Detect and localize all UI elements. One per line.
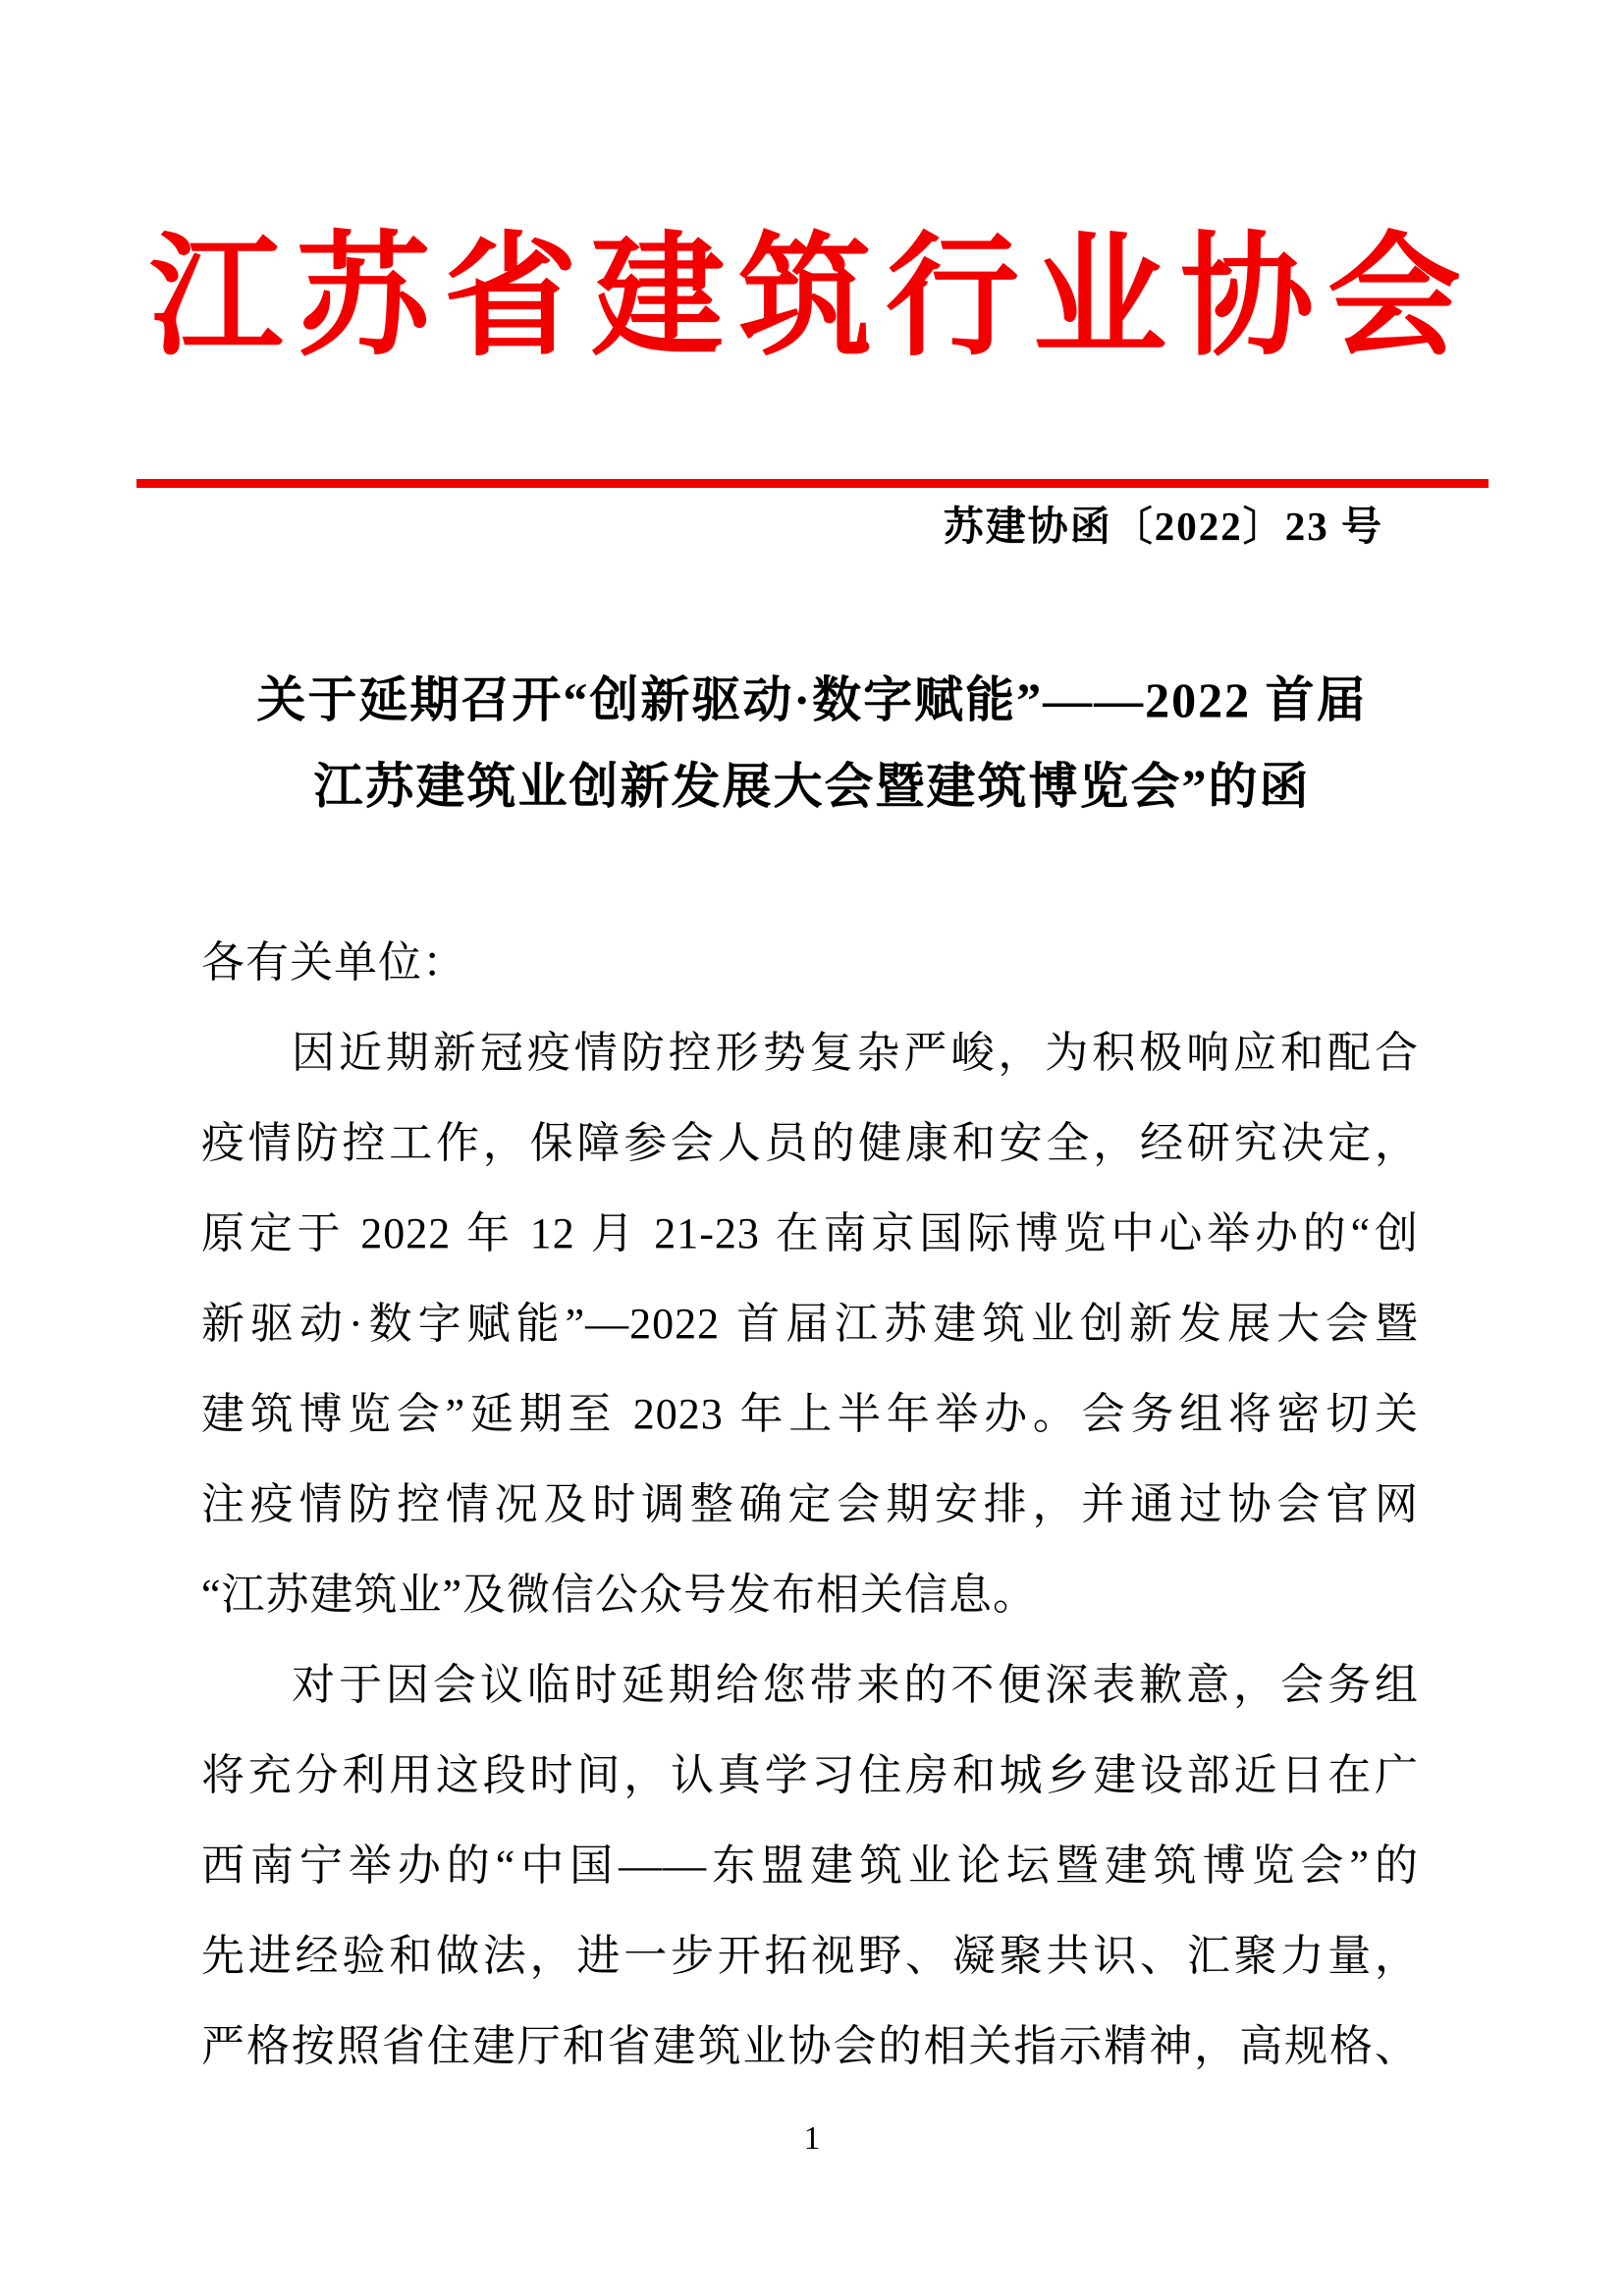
body-line: 西南宁举办的“中国——东盟建筑业论坛暨建筑博览会”的: [201, 1842, 1419, 1890]
body-line: 严格按照省住建厅和省建筑业协会的相关指示精神，高规格、: [201, 2022, 1419, 2070]
body-line: 对于因会议临时延期给您带来的不便深表歉意，会务组: [292, 1661, 1419, 1709]
body-line: 原定于 2022 年 12 月 21-23 在南京国际博览中心举办的“创: [201, 1209, 1419, 1257]
body-line: “江苏建筑业”及微信公众号发布相关信息。: [201, 1571, 1038, 1619]
document-body: [201, 918, 1419, 2092]
body-line: 先进经验和做法，进一步开拓视野、凝聚共识、汇聚力量，: [201, 1932, 1419, 1980]
red-divider-line: [136, 479, 1489, 488]
org-title: 江苏省建筑行业协会: [149, 225, 1475, 372]
body-line: 新驱动·数字赋能”—2022 首届江苏建筑业创新发展大会暨: [201, 1300, 1419, 1348]
body-line: 将充分利用这段时间，认真学习住房和城乡建设部近日在广: [201, 1751, 1419, 1799]
body-line: 建筑博览会”延期至 2023 年上半年举办。会务组将密切关: [201, 1390, 1419, 1438]
page-number: 1: [803, 2120, 821, 2157]
body-line: 因近期新冠疫情防控形势复杂严峻，为积极响应和配合: [292, 1029, 1419, 1077]
salutation: 各有关单位：: [201, 938, 466, 987]
body-line: 疫情防控工作，保障参会人员的健康和安全，经研究决定，: [201, 1119, 1419, 1167]
document-title-line-1: 关于延期召开“创新驱动·数字赋能”——2022 首届: [256, 672, 1368, 727]
document-title-line-2: 江苏建筑业创新发展大会暨建筑博览会”的函: [313, 759, 1311, 814]
document-title: [0, 657, 1624, 829]
doc-number: 苏建协函〔2022〕23 号: [943, 504, 1383, 549]
body-line: 注疫情防控情况及时调整确定会期安排，并通过协会官网: [201, 1480, 1419, 1528]
